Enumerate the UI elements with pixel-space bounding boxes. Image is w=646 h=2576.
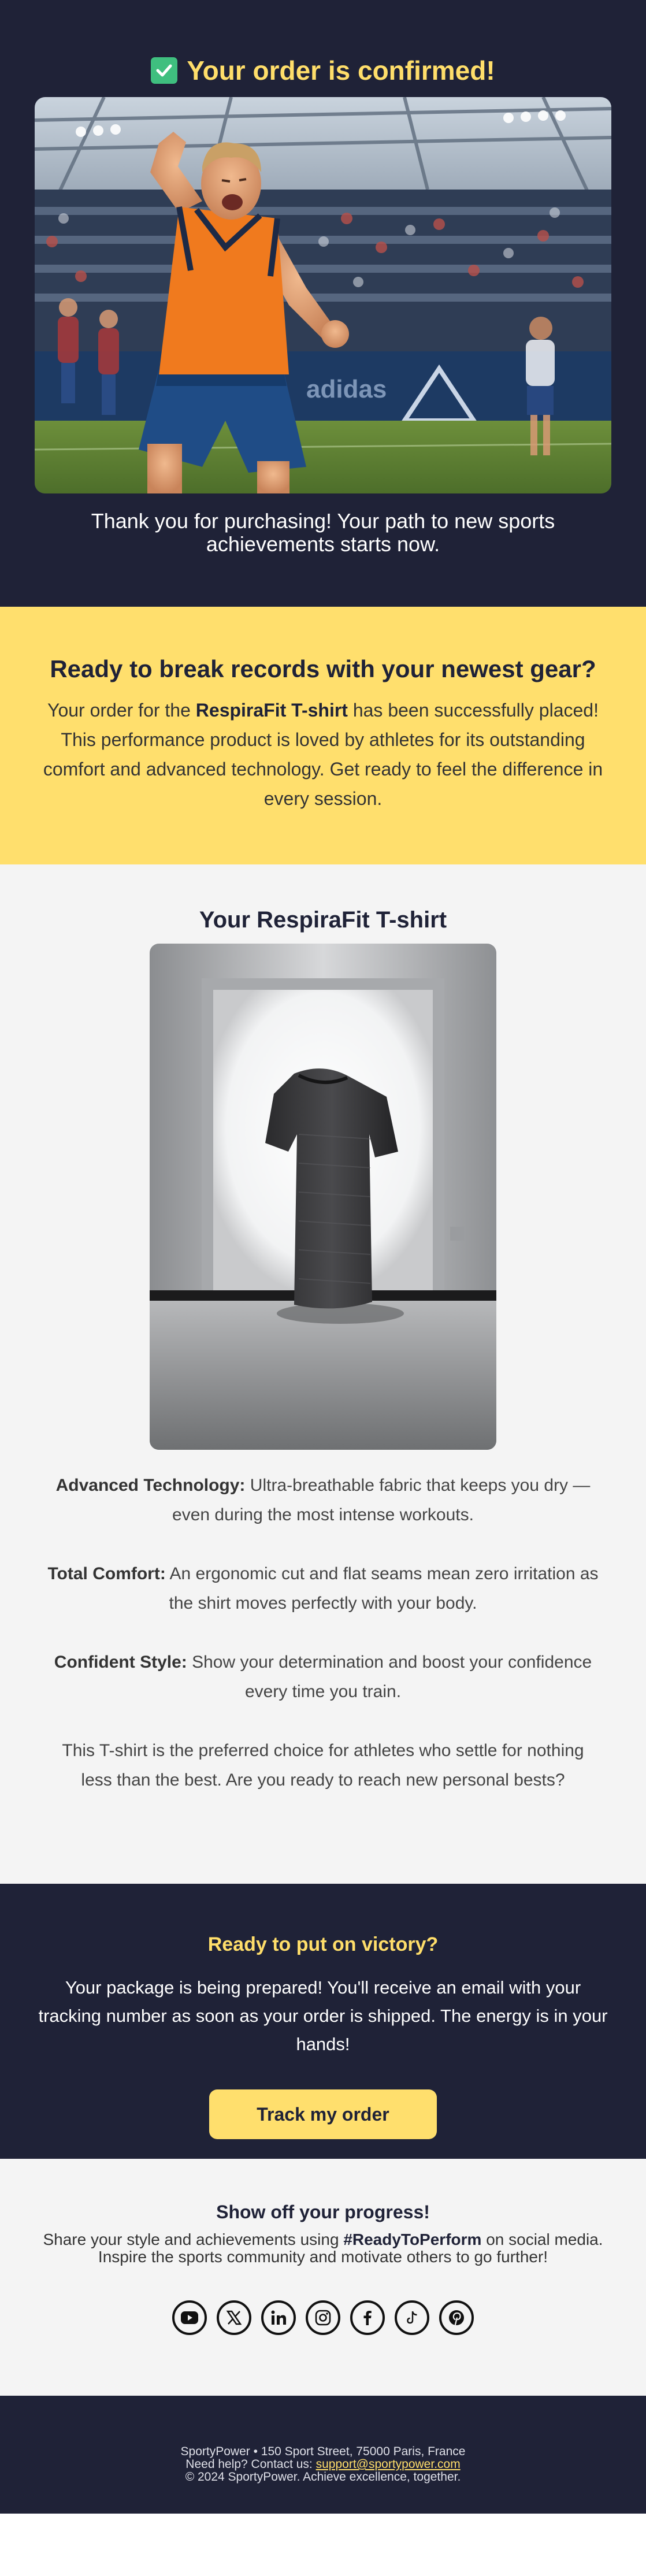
youtube-icon[interactable]	[172, 2300, 207, 2335]
feature-text: Show your determination and boost your confidence every time you train.	[187, 1653, 592, 1701]
social-text-intro: Share your style and achievements using	[43, 2230, 344, 2248]
product-name: RespiraFit T-shirt	[195, 700, 348, 721]
social-section	[0, 2159, 646, 2396]
social-text	[34, 2231, 612, 2266]
shipping-cta-section	[0, 1884, 646, 2159]
checkmark-icon	[151, 57, 177, 84]
track-order-button[interactable]: Track my order	[209, 2089, 437, 2139]
banner-text-body: has been successfully placed! This performance product is loved by athletes for its outstanding comfort and advanced technology. Get ready to feel the difference in every session.	[43, 700, 603, 809]
social-text-body: on social media. Inspire the sports community and motivate others to go further!	[98, 2230, 603, 2266]
product-features	[46, 1471, 600, 1706]
cta-text: Your package is being prepared! You'll receive an email with your tracking number as soon as your order is shipped. The energy is in your hands!	[38, 1977, 608, 2054]
tshirt-product-image	[150, 944, 496, 1450]
footer	[0, 2396, 646, 2514]
hashtag: #ReadyToPerform	[343, 2230, 482, 2248]
thank-you-message: Thank you for purchasing! Your path to new sports achievements starts now.	[91, 509, 555, 556]
social-icons	[0, 2300, 646, 2335]
footer-help	[0, 2458, 646, 2471]
pinterest-icon[interactable]	[439, 2300, 474, 2335]
banner-text	[34, 696, 612, 814]
feature-text: Ultra-breathable fabric that keeps you dry —even during the most intense workouts.	[172, 1476, 591, 1524]
footer-address: SportyPower • 150 Sport Street, 75000 Paris, France	[180, 2445, 466, 2458]
feature-total-comfort	[46, 1559, 600, 1618]
instagram-icon[interactable]	[306, 2300, 340, 2335]
feature-title: Confident Style:	[54, 1653, 187, 1672]
tiktok-icon[interactable]	[395, 2300, 429, 2335]
banner-text-intro: Your order for the	[47, 700, 196, 721]
hero-section	[0, 0, 646, 607]
svg-text:adidas: adidas	[306, 375, 387, 403]
support-email-link[interactable]: support@sportypower.com	[315, 2458, 461, 2471]
feature-advanced-technology	[46, 1471, 600, 1530]
footer-help-text: Need help? Contact us:	[185, 2458, 316, 2471]
product-section	[0, 864, 646, 1884]
footer-copyright: © 2024 SportyPower. Achieve excellence, together.	[185, 2470, 461, 2484]
feature-confident-style	[46, 1647, 600, 1706]
confirmation-heading	[0, 53, 646, 88]
feature-text: An ergonomic cut and flat seams mean zero irritation as the shirt moves perfectly with your body.	[165, 1564, 599, 1613]
cta-heading: Ready to put on victory?	[207, 1933, 439, 1955]
social-heading: Show off your progress!	[216, 2202, 430, 2222]
order-placed-banner	[0, 607, 646, 864]
banner-heading: Ready to break records with your newest gear?	[50, 655, 596, 682]
page-title: Your order is confirmed!	[187, 55, 495, 86]
product-heading: Your RespiraFit T-shirt	[199, 907, 447, 933]
hero-athlete-image	[35, 97, 611, 493]
product-closing-text: This T-shirt is the preferred choice for athletes who settle for nothing less than the best. Are you ready to reach new personal bests?	[62, 1741, 584, 1790]
feature-title: Total Comfort:	[47, 1564, 166, 1583]
linkedin-icon[interactable]	[261, 2300, 296, 2335]
facebook-icon[interactable]	[350, 2300, 385, 2335]
x-icon[interactable]	[217, 2300, 251, 2335]
feature-title: Advanced Technology:	[55, 1476, 246, 1495]
